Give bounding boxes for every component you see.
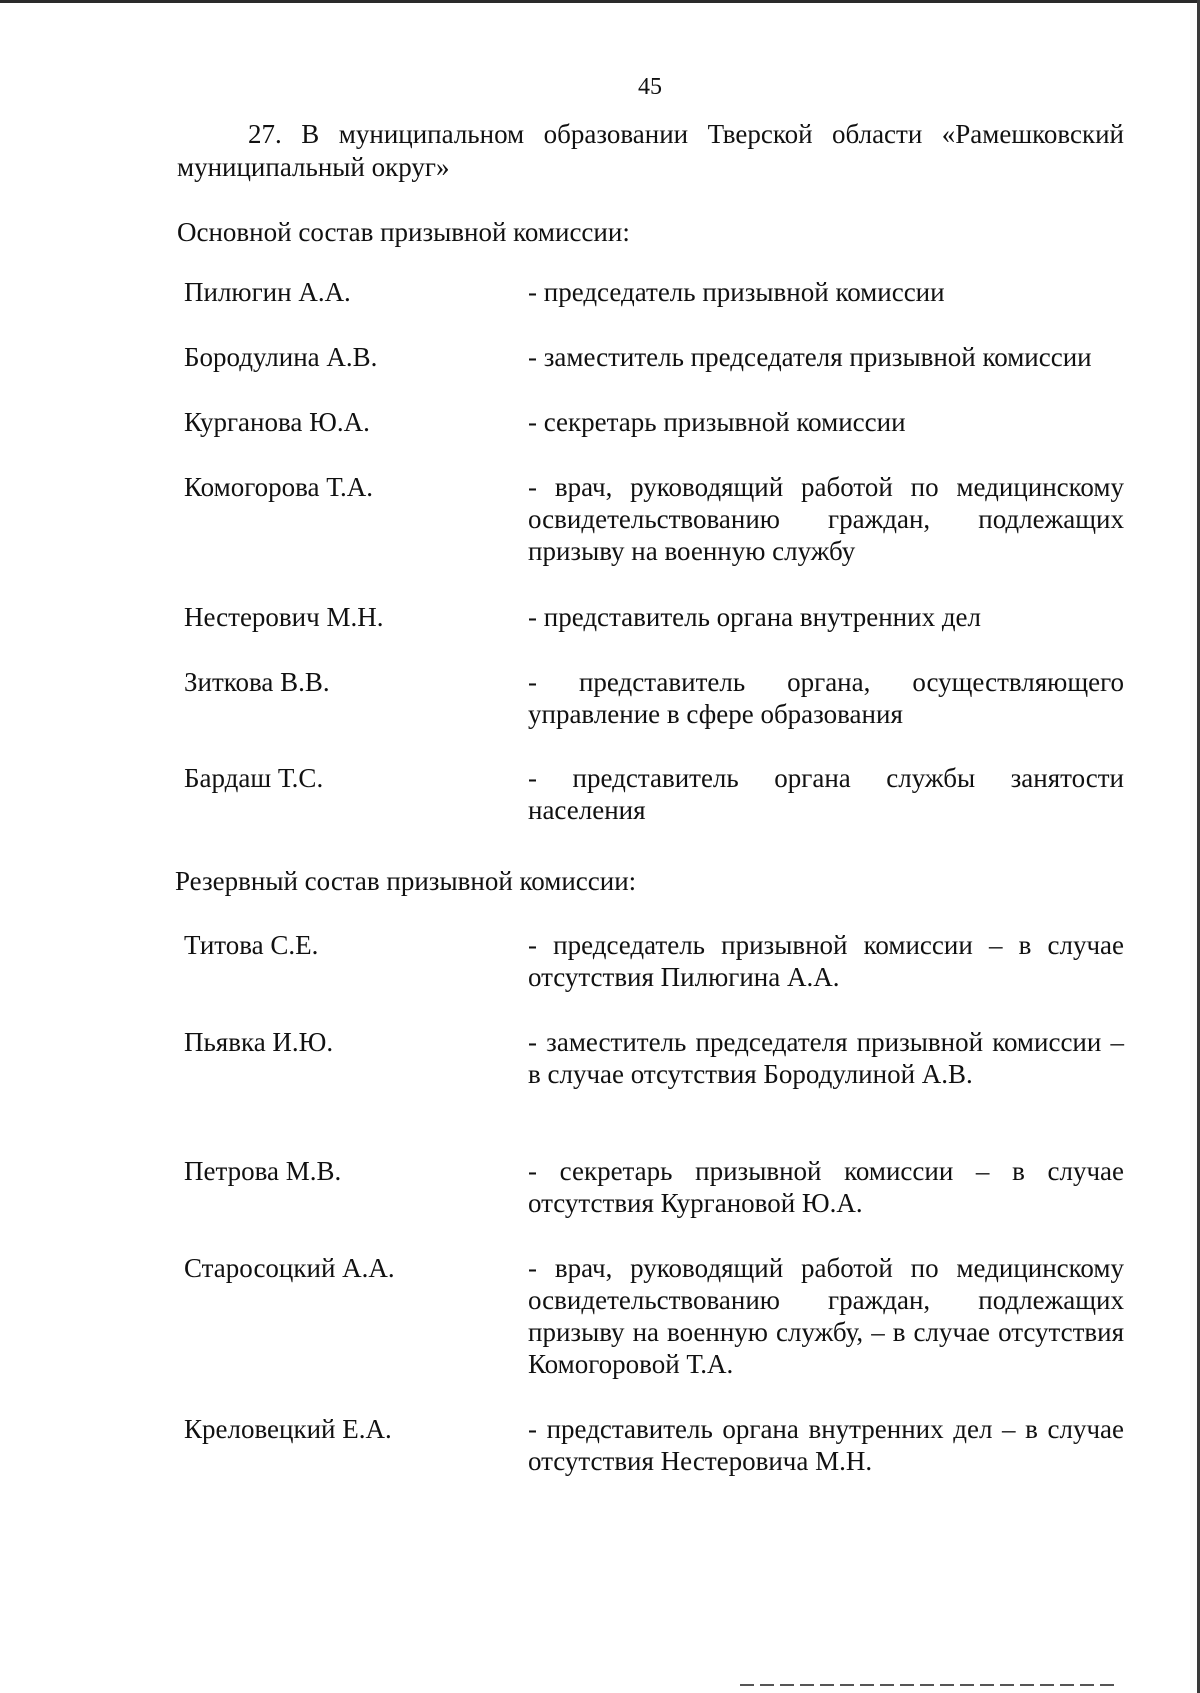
member-name: Пилюгин А.А. <box>184 277 351 307</box>
member-role: - заместитель председателя призывной комиссии – в случае отсутствия Бородулиной А.В. <box>528 1027 1124 1089</box>
member-name: Бардаш Т.С. <box>184 763 324 793</box>
scan-artifact-line <box>740 1684 1120 1686</box>
member-name: Пьявка И.Ю. <box>184 1027 334 1057</box>
main-section-title: Основной состав призывной комиссии: <box>177 217 630 247</box>
member-role: - секретарь призывной комиссии <box>528 407 906 437</box>
member-role: - представитель органа внутренних дел <box>528 602 982 632</box>
member-role: - представитель органа внутренних дел – в случае отсутствия Нестеровича М.Н. <box>528 1414 1124 1476</box>
page-number: 45 <box>638 74 662 100</box>
member-name: Петрова М.В. <box>184 1156 342 1186</box>
member-name: Старосоцкий А.А. <box>184 1253 395 1283</box>
member-name: Титова С.Е. <box>184 930 319 960</box>
member-name: Бородулина А.В. <box>184 342 378 372</box>
member-role: - врач, руководящий работой по медицинскому освидетельствованию граждан, подлежащих призыву на военную службу, – в случае отсутствия Комогоровой Т.А. <box>528 1253 1124 1379</box>
reserve-section-title: Резервный состав призывной комиссии: <box>175 866 637 896</box>
member-name: Зиткова В.В. <box>184 667 330 697</box>
member-role: - председатель призывной комиссии – в случае отсутствия Пилюгина А.А. <box>528 930 1124 992</box>
member-name: Комогорова Т.А. <box>184 472 374 502</box>
page-number-container <box>0 74 1200 101</box>
member-role: - секретарь призывной комиссии – в случае отсутствия Кургановой Ю.А. <box>528 1156 1124 1218</box>
member-name: Курганова Ю.А. <box>184 407 370 437</box>
page-edge-top <box>0 0 1200 3</box>
member-role: - представитель органа, осуществляющего управление в сфере образования <box>528 667 1124 729</box>
member-role: - представитель органа службы занятости населения <box>528 763 1124 825</box>
section-heading: 27. В муниципальном образовании Тверской области «Рамешковский муниципальный округ» <box>177 119 1124 182</box>
member-name: Нестерович М.Н. <box>184 602 384 632</box>
member-name: Креловецкий Е.А. <box>184 1414 392 1444</box>
member-role: - заместитель председателя призывной комиссии <box>528 342 1092 372</box>
member-role: - председатель призывной комиссии <box>528 277 945 307</box>
member-role: - врач, руководящий работой по медицинскому освидетельствованию граждан, подлежащих призыву на военную службу <box>528 472 1124 566</box>
